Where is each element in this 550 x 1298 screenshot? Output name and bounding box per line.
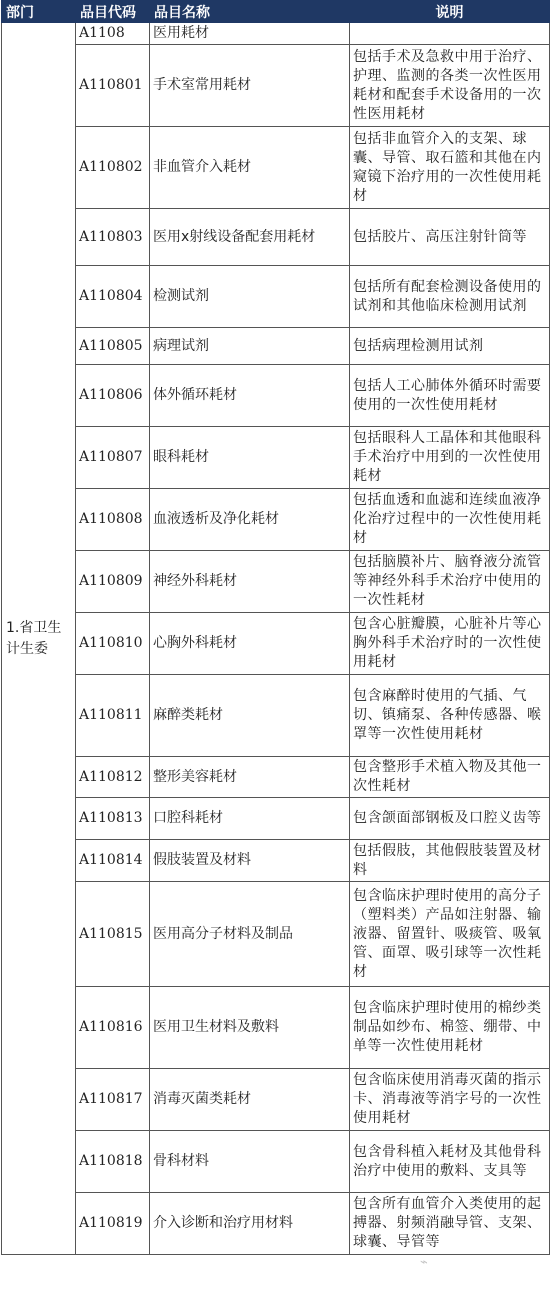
code-cell: A110815: [76, 882, 150, 987]
desc-cell: [350, 23, 550, 45]
table-row: [2, 1131, 550, 1193]
table-row: [2, 798, 550, 840]
name-cell: 非血管介入耗材: [150, 127, 350, 209]
name-cell: 介入诊断和治疗用材料: [150, 1193, 350, 1255]
name-cell: 医用卫生材料及敷料: [150, 987, 350, 1069]
desc-cell: 包括病理检测用试剂: [350, 328, 550, 365]
watermark: ⌁: [420, 1255, 428, 1270]
code-cell: A110811: [76, 675, 150, 757]
table-row: [2, 127, 550, 209]
desc-cell: 包含心脏瓣膜，心脏补片等心胸外科手术治疗时的一次性使用耗材: [350, 613, 550, 675]
table-row: [2, 987, 550, 1069]
code-cell: A110814: [76, 840, 150, 882]
code-cell: A1108: [76, 23, 150, 45]
desc-cell: 包括所有配套检测设备使用的试剂和其他临床检测用试剂: [350, 266, 550, 328]
header-desc: 说明: [350, 1, 550, 23]
table-row: [2, 1069, 550, 1131]
table-row: [2, 328, 550, 365]
table-row: [2, 882, 550, 987]
code-cell: A110804: [76, 266, 150, 328]
table-body: [2, 23, 550, 1255]
name-cell: 医用x射线设备配套用耗材: [150, 209, 350, 266]
desc-cell: 包括非血管介入的支架、球囊、导管、取石篮和其他在内窥镜下治疗用的一次性使用耗材: [350, 127, 550, 209]
table-row: [2, 840, 550, 882]
name-cell: 体外循环耗材: [150, 365, 350, 427]
name-cell: 血液透析及净化耗材: [150, 489, 350, 551]
table-row: [2, 613, 550, 675]
header-name: 品目名称: [150, 1, 350, 23]
desc-cell: 包括手术及急救中用于治疗、护理、监测的各类一次性医用耗材和配套手术设备用的一次性医用耗材: [350, 45, 550, 127]
desc-cell: 包含所有血管介入类使用的起搏器、射频消融导管、支架、球囊、导管等: [350, 1193, 550, 1255]
name-cell: 心胸外科耗材: [150, 613, 350, 675]
name-cell: 医用高分子材料及制品: [150, 882, 350, 987]
table-row: [2, 209, 550, 266]
table-row: [2, 365, 550, 427]
desc-cell: 包括假肢，其他假肢装置及材料: [350, 840, 550, 882]
header-dept: 部门: [2, 1, 76, 23]
table-row: [2, 427, 550, 489]
code-cell: A110812: [76, 757, 150, 798]
desc-cell: 包含临床护理时使用的棉纱类制品如纱布、棉签、绷带、中单等一次性使用耗材: [350, 987, 550, 1069]
table-row: [2, 757, 550, 798]
catalog-table: [1, 0, 550, 1255]
name-cell: 假肢装置及材料: [150, 840, 350, 882]
desc-cell: 包含骨科植入耗材及其他骨科治疗中使用的敷料、支具等: [350, 1131, 550, 1193]
code-cell: A110805: [76, 328, 150, 365]
desc-cell: 包含临床使用消毒灭菌的指示卡、消毒液等消字号的一次性使用耗材: [350, 1069, 550, 1131]
header-code: 品目代码: [76, 1, 150, 23]
table-row: [2, 675, 550, 757]
table-row: [2, 551, 550, 613]
desc-cell: 包括脑膜补片、脑脊液分流管等神经外科手术治疗中使用的一次性耗材: [350, 551, 550, 613]
code-cell: A110803: [76, 209, 150, 266]
desc-cell: 包含临床护理时使用的高分子（塑料类）产品如注射器、输液器、留置针、吸痰管、吸氧管、面罩、吸引球等一次性耗材: [350, 882, 550, 987]
code-cell: A110806: [76, 365, 150, 427]
table-row: [2, 489, 550, 551]
code-cell: A110813: [76, 798, 150, 840]
desc-cell: 包括胶片、高压注射针筒等: [350, 209, 550, 266]
desc-cell: 包含颌面部钢板及口腔义齿等: [350, 798, 550, 840]
code-cell: A110802: [76, 127, 150, 209]
name-cell: 口腔科耗材: [150, 798, 350, 840]
code-cell: A110809: [76, 551, 150, 613]
desc-cell: 包括人工心肺体外循环时需要使用的一次性使用耗材: [350, 365, 550, 427]
table-row: [2, 23, 550, 45]
code-cell: A110810: [76, 613, 150, 675]
table-row: [2, 266, 550, 328]
name-cell: 检测试剂: [150, 266, 350, 328]
desc-cell: 包括眼科人工晶体和其他眼科手术治疗中用到的一次性使用耗材: [350, 427, 550, 489]
code-cell: A110819: [76, 1193, 150, 1255]
name-cell: 眼科耗材: [150, 427, 350, 489]
desc-cell: 包括血透和血滤和连续血液净化治疗过程中的一次性使用耗材: [350, 489, 550, 551]
code-cell: A110808: [76, 489, 150, 551]
code-cell: A110816: [76, 987, 150, 1069]
code-cell: A110817: [76, 1069, 150, 1131]
desc-cell: 包含整形手术植入物及其他一次性耗材: [350, 757, 550, 798]
code-cell: A110801: [76, 45, 150, 127]
name-cell: 骨科材料: [150, 1131, 350, 1193]
name-cell: 消毒灭菌类耗材: [150, 1069, 350, 1131]
name-cell: 病理试剂: [150, 328, 350, 365]
code-cell: A110818: [76, 1131, 150, 1193]
name-cell: 整形美容耗材: [150, 757, 350, 798]
table-row: [2, 1193, 550, 1255]
name-cell: 医用耗材: [150, 23, 350, 45]
name-cell: 手术室常用耗材: [150, 45, 350, 127]
table-row: [2, 45, 550, 127]
name-cell: 麻醉类耗材: [150, 675, 350, 757]
code-cell: A110807: [76, 427, 150, 489]
name-cell: 神经外科耗材: [150, 551, 350, 613]
header-row: [2, 1, 550, 23]
desc-cell: 包含麻醉时使用的气插、气切、镇痛泵、各种传感器、喉罩等一次性使用耗材: [350, 675, 550, 757]
department-cell: 1.省卫生计生委: [2, 23, 76, 1255]
